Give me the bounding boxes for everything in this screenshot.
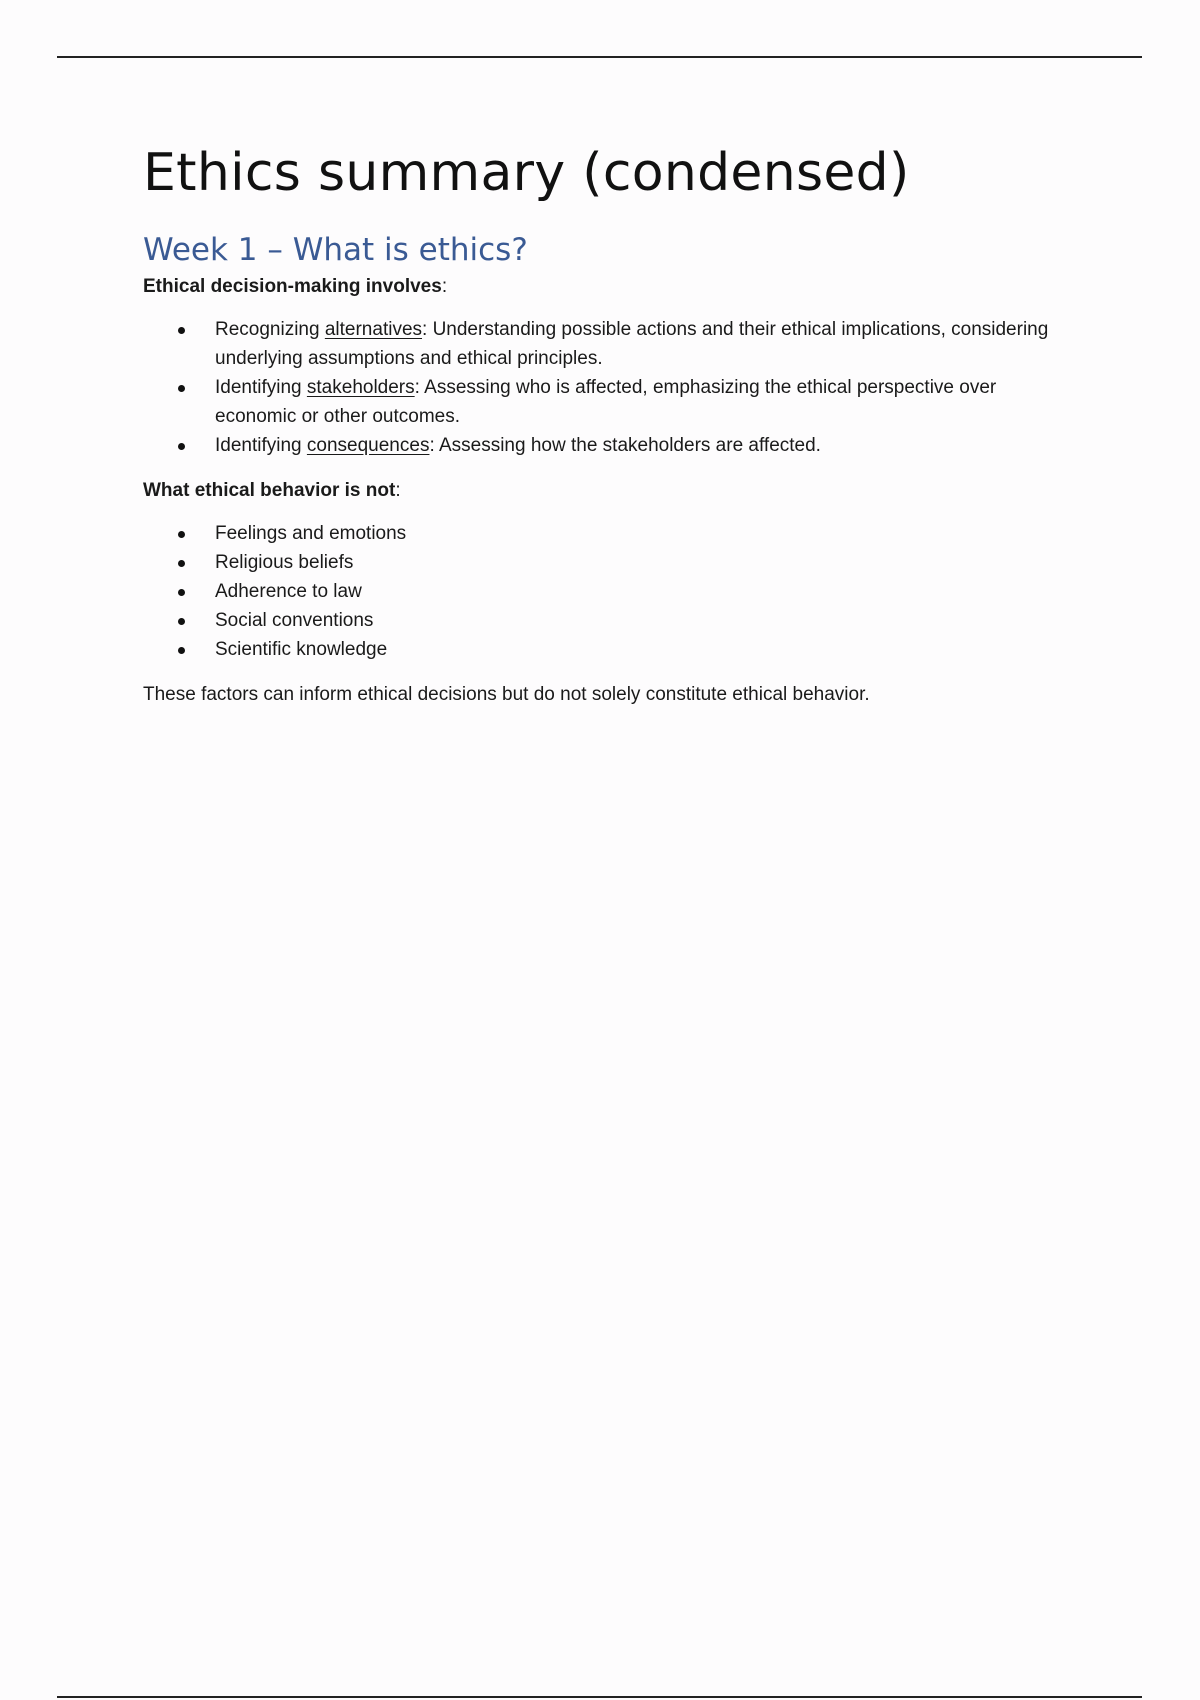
- bullet-icon: [178, 589, 185, 596]
- not-ethical-lead-bold: What ethical behavior is not: [143, 480, 396, 501]
- section-heading: Week 1 – What is ethics?: [143, 232, 528, 268]
- item-text: Adherence to law: [215, 581, 362, 602]
- decision-making-lead-suffix: :: [441, 276, 448, 297]
- list-item: [215, 315, 1073, 373]
- not-ethical-list: [143, 519, 1073, 664]
- item-term: stakeholders: [306, 377, 415, 398]
- list-item: [215, 606, 1073, 635]
- header-rule: [57, 56, 1142, 58]
- bullet-icon: [178, 327, 185, 334]
- decision-making-lead-bold: Ethical decision-making involves: [143, 276, 442, 297]
- bullet-icon: [178, 560, 185, 567]
- list-item: [215, 577, 1073, 606]
- list-item: [215, 635, 1073, 664]
- item-text: Feelings and emotions: [215, 523, 407, 544]
- item-description: : Understanding possible actions and their ethical implications, considering underlying assumptions and ethical principles.: [215, 319, 1049, 369]
- not-ethical-lead-suffix: :: [395, 480, 401, 501]
- bullet-icon: [178, 385, 185, 392]
- item-text: Scientific knowledge: [215, 639, 388, 660]
- bullet-icon: [178, 443, 185, 450]
- item-prefix: Identifying: [215, 377, 307, 398]
- list-item: [215, 373, 1073, 431]
- footer-rule: [57, 1696, 1142, 1698]
- list-item: [215, 519, 1073, 548]
- item-prefix: Identifying: [215, 435, 307, 456]
- item-text: Religious beliefs: [215, 552, 354, 573]
- list-item: [215, 548, 1073, 577]
- not-ethical-lead: [143, 476, 1073, 505]
- bullet-icon: [178, 618, 185, 625]
- item-prefix: Recognizing: [215, 319, 325, 340]
- closing-paragraph: These factors can inform ethical decisions but do not solely constitute ethical behavior.: [143, 684, 870, 705]
- bullet-icon: [178, 531, 185, 538]
- decision-making-list: [143, 315, 1073, 460]
- item-description: : Assessing who is affected, emphasizing the ethical perspective over economic or other outcomes.: [215, 377, 997, 427]
- decision-making-lead: [143, 272, 1073, 301]
- item-term: alternatives: [324, 319, 423, 340]
- list-item: [215, 431, 1073, 460]
- item-term: consequences: [306, 435, 430, 456]
- item-text: Social conventions: [215, 610, 374, 631]
- bullet-icon: [178, 647, 185, 654]
- item-description: : Assessing how the stakeholders are affected.: [429, 435, 821, 456]
- document-content: [143, 138, 1073, 709]
- document-title: Ethics summary (condensed): [143, 143, 910, 203]
